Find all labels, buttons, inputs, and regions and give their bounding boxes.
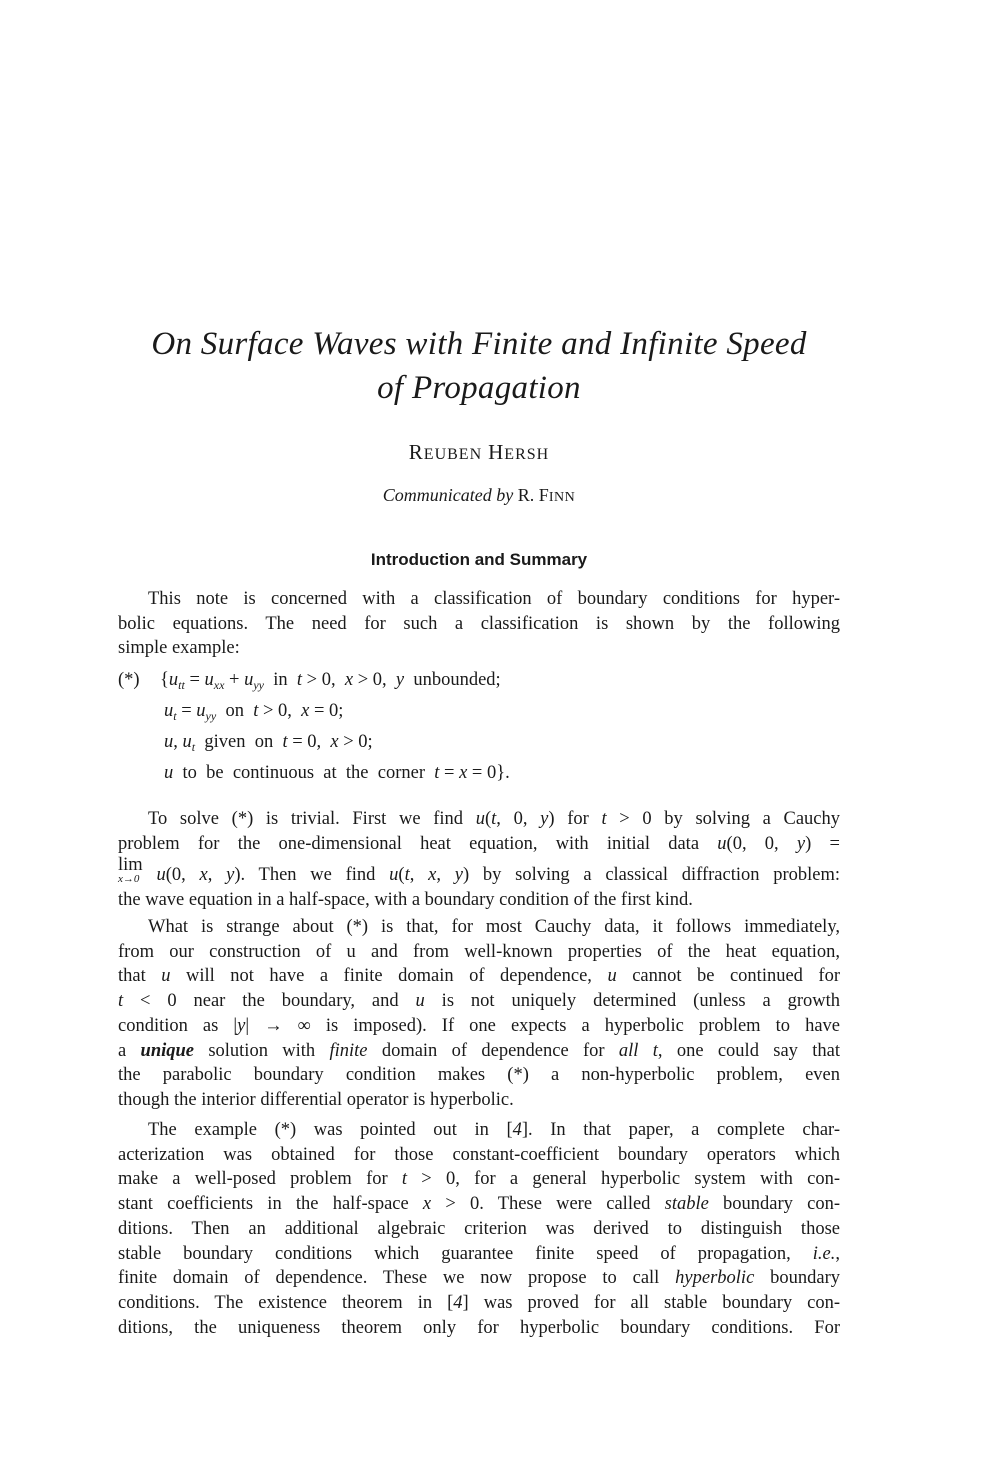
- limit-notation: lim x→0: [118, 855, 143, 886]
- paragraph-2: [118, 807, 840, 913]
- text-line: ditions, the uniqueness theorem only for hyperbolic boundary conditions. For: [118, 1317, 840, 1338]
- paragraph-3: [118, 915, 840, 1113]
- text-line: t < 0 near the boundary, and u is not uniquely determined (unless a growth: [118, 991, 841, 1012]
- text-line: condition as |y| → ∞ is imposed). If one expects a hyperbolic problem to have: [118, 1015, 840, 1036]
- text-line: bolic equations. The need for such a classification is shown by the following: [118, 613, 840, 634]
- communicated-by: [118, 485, 840, 506]
- text-line: conditions. The existence theorem in [4] was proved for all stable boundary con-: [118, 1292, 841, 1313]
- author-last-rest: ERSH: [504, 446, 550, 463]
- paper-title: [118, 322, 840, 410]
- text-line: the wave equation in a half-space, with a boundary condition of the first kind.: [118, 890, 693, 911]
- text-line: This note is concerned with a classification of boundary conditions for hyper-: [148, 589, 840, 609]
- text-line: ditions. Then an additional algebraic criterion was derived to distinguish those: [118, 1218, 840, 1239]
- text-line: What is strange about (*) is that, for most Cauchy data, it follows immediately,: [148, 917, 840, 937]
- text-line: finite domain of dependence. These we now propose to call hyperbolic boundary: [118, 1268, 841, 1289]
- equation-row-4: u to be continuous at the corner t = x = 0}.: [164, 763, 510, 783]
- title-line-2: of Propagation: [377, 370, 581, 406]
- text-line: The example (*) was pointed out in [4]. In that paper, a complete char-: [148, 1120, 840, 1140]
- text-line: the parabolic boundary condition makes (*) a non-hyperbolic problem, even: [118, 1065, 840, 1086]
- title-line-1: On Surface Waves with Finite and Infinite Speed: [151, 326, 807, 362]
- text-line: from our construction of u and from well-known properties of the heat equation,: [118, 941, 840, 962]
- text-line: that u will not have a finite domain of dependence, u cannot be continued for: [118, 966, 840, 987]
- author-last-initial: H: [488, 440, 505, 464]
- communicator-initials: R. F: [517, 485, 549, 505]
- equation-row-2: $u_t = u_{yy}$ on t > 0, x = 0;: [164, 701, 344, 723]
- text-line: make a well-posed problem for t > 0, for a general hyperbolic system with con-: [118, 1169, 841, 1190]
- author-first-initial: R: [408, 440, 424, 464]
- communicator-rest: INN: [548, 490, 576, 505]
- text-line: simple example:: [118, 638, 240, 659]
- text-line: acterization was obtained for those constant-coefficient boundary operators which: [118, 1144, 840, 1165]
- author-name: [118, 440, 840, 465]
- text-line: problem for the one-dimensional heat equation, with initial data u(0, 0, y) =: [118, 833, 840, 854]
- equation-block: [118, 670, 840, 783]
- paragraph-4: [118, 1118, 840, 1340]
- author-first-rest: EUBEN: [423, 446, 483, 463]
- text-line: a unique solution with finite domain of dependence for all t, one could say that: [118, 1040, 840, 1061]
- text-line: stant coefficients in the half-space x > 0. These were called stable boundary con-: [118, 1194, 840, 1215]
- text-line: lim x→0 u(0, x, y). Then we find u(t, x, y) by solving a classical diffraction problem:: [118, 855, 841, 886]
- equation-row-1: {$u_{tt} = u_{xx} + u_{yy}$ in t > 0, x > 0, y unbounded;: [160, 670, 501, 692]
- equation-row-3: u, $u_t$ given on t = 0, x > 0;: [164, 732, 373, 754]
- intro-paragraph: [118, 587, 840, 661]
- communicated-prefix: Communicated by: [382, 485, 514, 505]
- text-line: though the interior differential operator is hyperbolic.: [118, 1089, 514, 1110]
- text-line: To solve (*) is trivial. First we find u(t, 0, y) for t > 0 by solving a Cauchy: [148, 809, 841, 829]
- text-line: stable boundary conditions which guarantee finite speed of propagation, i.e.,: [118, 1243, 840, 1264]
- equation-label: (*): [118, 670, 140, 690]
- section-heading: Introduction and Summary: [370, 550, 588, 569]
